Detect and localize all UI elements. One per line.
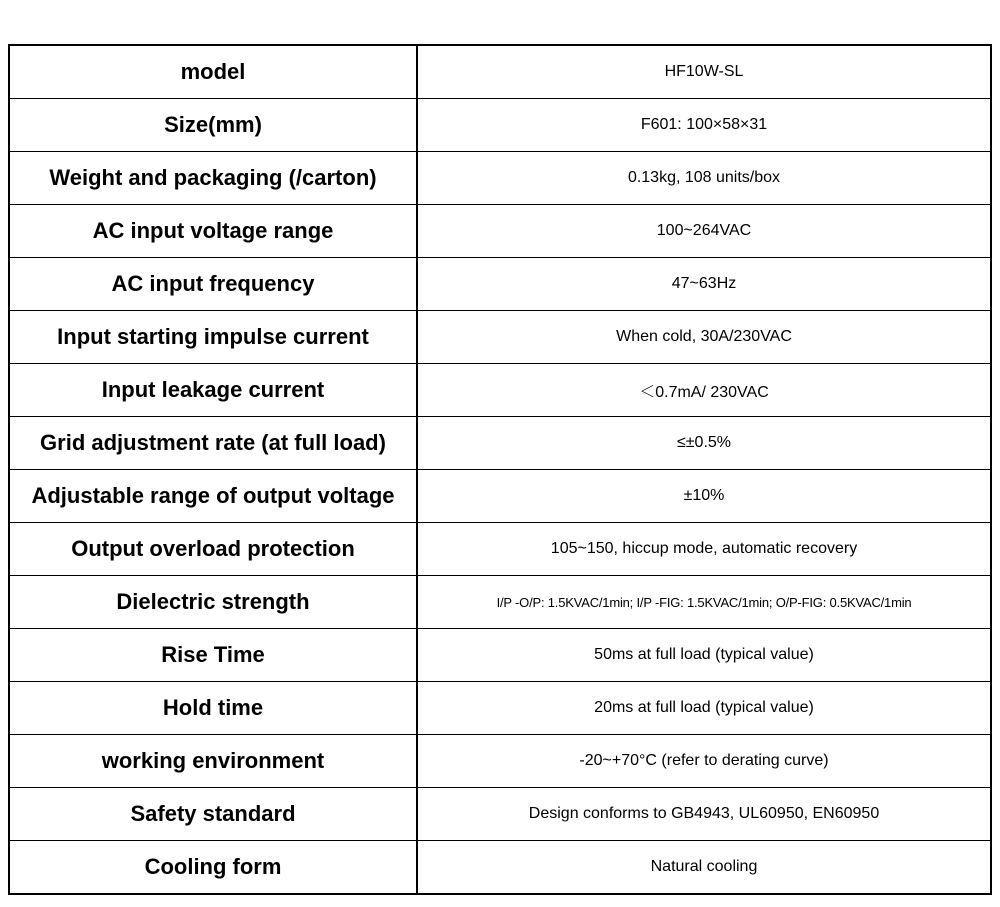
spec-value: F601: 100×58×31: [417, 99, 991, 152]
table-row: [9, 205, 991, 258]
spec-value: I/P -O/P: 1.5KVAC/1min; I/P -FIG: 1.5KVAC/1min; O/P-FIG: 0.5KVAC/1min: [417, 576, 991, 629]
spec-label: model: [9, 45, 417, 99]
spec-label: Weight and packaging (/carton): [9, 152, 417, 205]
spec-label: Input leakage current: [9, 364, 417, 417]
spec-value: Natural cooling: [417, 841, 991, 895]
spec-label: Cooling form: [9, 841, 417, 895]
spec-value: ≤±0.5%: [417, 417, 991, 470]
spec-value: 47~63Hz: [417, 258, 991, 311]
table-row: [9, 841, 991, 895]
table-row: [9, 788, 991, 841]
spec-value: 100~264VAC: [417, 205, 991, 258]
spec-value: -20~+70°C (refer to derating curve): [417, 735, 991, 788]
spec-label: Output overload protection: [9, 523, 417, 576]
spec-label: Grid adjustment rate (at full load): [9, 417, 417, 470]
spec-label: AC input frequency: [9, 258, 417, 311]
table-row: [9, 417, 991, 470]
spec-label: Input starting impulse current: [9, 311, 417, 364]
table-row: [9, 45, 991, 99]
spec-value: 0.13kg, 108 units/box: [417, 152, 991, 205]
table-row: [9, 470, 991, 523]
table-row: [9, 576, 991, 629]
table-row: [9, 99, 991, 152]
spec-label: Adjustable range of output voltage: [9, 470, 417, 523]
table-row: [9, 152, 991, 205]
table-row: [9, 523, 991, 576]
table-row: [9, 311, 991, 364]
spec-table: [8, 44, 992, 895]
table-row: [9, 629, 991, 682]
table-row: [9, 364, 991, 417]
spec-label: Dielectric strength: [9, 576, 417, 629]
table-row: [9, 682, 991, 735]
table-row: [9, 735, 991, 788]
spec-label: AC input voltage range: [9, 205, 417, 258]
spec-value: ＜0.7mA/ 230VAC: [417, 364, 991, 417]
spec-label: Size(mm): [9, 99, 417, 152]
spec-value: HF10W-SL: [417, 45, 991, 99]
spec-value: Design conforms to GB4943, UL60950, EN60950: [417, 788, 991, 841]
spec-value: When cold, 30A/230VAC: [417, 311, 991, 364]
spec-label: Rise Time: [9, 629, 417, 682]
spec-value: ±10%: [417, 470, 991, 523]
spec-label: Hold time: [9, 682, 417, 735]
table-row: [9, 258, 991, 311]
spec-label: working environment: [9, 735, 417, 788]
spec-value: 20ms at full load (typical value): [417, 682, 991, 735]
spec-value: 105~150, hiccup mode, automatic recovery: [417, 523, 991, 576]
spec-value: 50ms at full load (typical value): [417, 629, 991, 682]
spec-label: Safety standard: [9, 788, 417, 841]
